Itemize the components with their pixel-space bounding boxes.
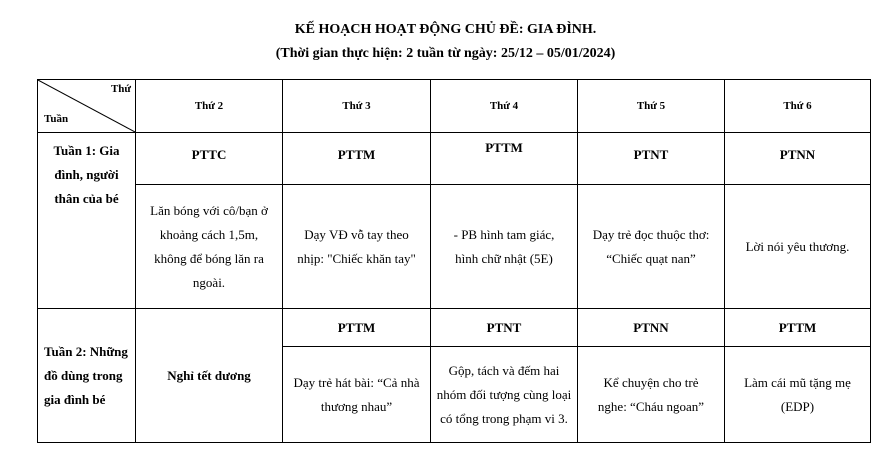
week1-label: Tuần 1: Gia đình, người thân của bé bbox=[37, 132, 136, 309]
activity-cell: Lời nói yêu thương. bbox=[724, 184, 871, 309]
day-header: Thứ 3 bbox=[282, 79, 431, 133]
page-subtitle: (Thời gian thực hiện: 2 tuần từ ngày: 25/12 – 05/01/2024) bbox=[275, 46, 616, 61]
corner-cell bbox=[37, 79, 136, 133]
day-header: Thứ 6 bbox=[724, 79, 871, 133]
subject-cell: PTNT bbox=[577, 132, 725, 185]
activity-cell: Dạy trẻ đọc thuộc thơ: “Chiếc quạt nan” bbox=[577, 184, 725, 309]
activity-cell: - PB hình tam giác, hình chữ nhật (5E) bbox=[430, 184, 578, 309]
activity-cell: Kể chuyện cho trẻ nghe: “Cháu ngoan” bbox=[577, 346, 725, 443]
activity-cell: Làm cái mũ tặng mẹ (EDP) bbox=[724, 346, 871, 443]
activity-cell: Gộp, tách và đếm hai nhóm đối tượng cùng loại có tổng trong phạm vi 3. bbox=[430, 346, 578, 443]
day-header: Thứ 4 bbox=[430, 79, 578, 133]
subject-cell: PTNN bbox=[577, 308, 725, 347]
subject-cell: PTTM bbox=[282, 132, 431, 185]
subject-cell: PTNN bbox=[724, 132, 871, 185]
activity-cell: Dạy VĐ vỗ tay theo nhịp: "Chiếc khăn tay" bbox=[282, 184, 431, 309]
corner-day-label: Thứ bbox=[110, 83, 131, 95]
corner-week-label: Tuần bbox=[44, 113, 69, 125]
week2-label: Tuần 2: Những đồ dùng trong gia đình bé bbox=[37, 308, 136, 443]
subject-cell: PTTM bbox=[724, 308, 871, 347]
holiday-cell: Nghỉ tết dương bbox=[135, 308, 283, 443]
day-header: Thứ 2 bbox=[135, 79, 283, 133]
activity-cell: Lăn bóng với cô/bạn ở khoảng cách 1,5m, không để bóng lăn ra ngoài. bbox=[135, 184, 283, 309]
subject-cell: PTTM bbox=[430, 132, 578, 185]
page-title: KẾ HOẠCH HOẠT ĐỘNG CHỦ ĐỀ: GIA ĐÌNH. bbox=[294, 22, 597, 37]
activity-cell: Dạy trẻ hát bài: “Cả nhà thương nhau” bbox=[282, 346, 431, 443]
subject-cell: PTNT bbox=[430, 308, 578, 347]
subject-cell: PTTM bbox=[282, 308, 431, 347]
day-header: Thứ 5 bbox=[577, 79, 725, 133]
subject-cell: PTTC bbox=[135, 132, 283, 185]
